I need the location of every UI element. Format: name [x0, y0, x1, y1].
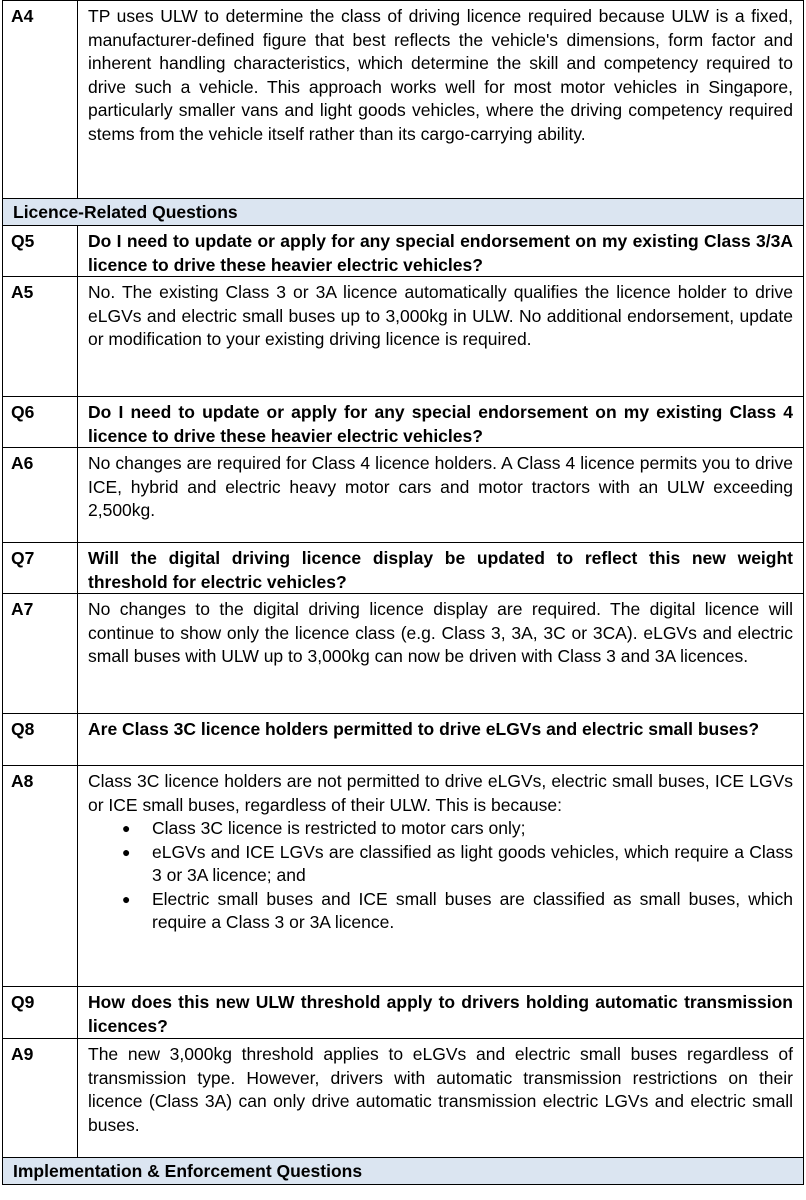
question-row-q8	[2, 714, 804, 766]
answer-label: A5	[3, 277, 78, 396]
question-row-q9	[2, 987, 804, 1039]
question-text: Will the digital driving licence display be updated to reflect this new weight threshold for electric vehicles?	[88, 548, 793, 592]
answer-row-a4	[2, 0, 804, 199]
answer-text: Class 3C licence holders are not permitted to drive eLGVs, electric small buses, ICE LGVs or ICE small buses, regardless of their ULW. This is because:	[88, 771, 793, 815]
answer-text: No changes to the digital driving licence display are required. The digital licence will continue to show only the licence class (e.g. Class 3, 3A, 3C or 3CA). eLGVs and electric small buses with ULW up to 3,000kg can now be driven with Class 3 and 3A licences.	[88, 599, 793, 666]
answer-row-a8	[2, 766, 804, 987]
answer-label: A9	[3, 1039, 78, 1157]
question-row-q6	[2, 397, 804, 448]
answer-text: No changes are required for Class 4 licence holders. A Class 4 licence permits you to drive ICE, hybrid and electric heavy motor cars and motor tractors with an ULW exceeding 2,500kg.	[88, 453, 793, 520]
section-header-licence: Licence-Related Questions	[2, 199, 804, 226]
answer-label: A4	[3, 1, 78, 198]
answer-label: A7	[3, 594, 78, 713]
answer-row-a5	[2, 277, 804, 397]
bullet-item: ● eLGVs and ICE LGVs are classified as light goods vehicles, which require a Class 3 or 3A licence; and	[122, 841, 793, 888]
question-text: Are Class 3C licence holders permitted to drive eLGVs and electric small buses?	[88, 719, 760, 739]
question-label: Q6	[3, 397, 78, 447]
answer-row-a9	[2, 1039, 804, 1158]
question-text: How does this new ULW threshold apply to drivers holding automatic transmission licences?	[88, 992, 793, 1036]
question-text: Do I need to update or apply for any special endorsement on my existing Class 4 licence to drive these heavier electric vehicles?	[88, 402, 793, 446]
question-label: Q7	[3, 543, 78, 593]
bullet-list	[88, 817, 793, 935]
answer-text: No. The existing Class 3 or 3A licence automatically qualifies the licence holder to drive eLGVs and electric small buses up to 3,000kg in ULW. No additional endorsement, update or modification to your existing driving licence is required.	[88, 282, 793, 349]
answer-text: The new 3,000kg threshold applies to eLGVs and electric small buses regardless of transmission type. However, drivers with automatic transmission restrictions on their licence (Class 3A) can only drive automatic transmission electric LGVs and electric small buses.	[88, 1044, 793, 1135]
answer-text: TP uses ULW to determine the class of driving licence required because ULW is a fixed, manufacturer-defined figure that best reflects the vehicle's dimensions, form factor and inherent handling characteristics, which determine the skill and competency required to drive such a vehicle. This approach works well for most motor vehicles in Singapore, particularly smaller vans and light goods vehicles, where the driving competency required stems from the vehicle itself rather than its cargo-carrying ability.	[88, 6, 793, 144]
question-text: Do I need to update or apply for any special endorsement on my existing Class 3/3A licence to drive these heavier electric vehicles?	[88, 231, 793, 275]
question-label: Q5	[3, 226, 78, 276]
faq-table	[2, 0, 804, 1185]
question-label: Q9	[3, 987, 78, 1038]
answer-row-a7	[2, 594, 804, 714]
answer-row-a6	[2, 448, 804, 543]
answer-label: A6	[3, 448, 78, 542]
answer-label: A8	[3, 766, 78, 986]
bullet-item: ● Class 3C licence is restricted to motor cars only;	[122, 817, 793, 841]
question-row-q7	[2, 543, 804, 594]
section-header-implementation: Implementation & Enforcement Questions	[2, 1158, 804, 1185]
bullet-item: ● Electric small buses and ICE small buses are classified as small buses, which require a Class 3 or 3A licence.	[122, 888, 793, 935]
answer-body	[78, 766, 803, 986]
question-label: Q8	[3, 714, 78, 765]
question-row-q5	[2, 226, 804, 277]
